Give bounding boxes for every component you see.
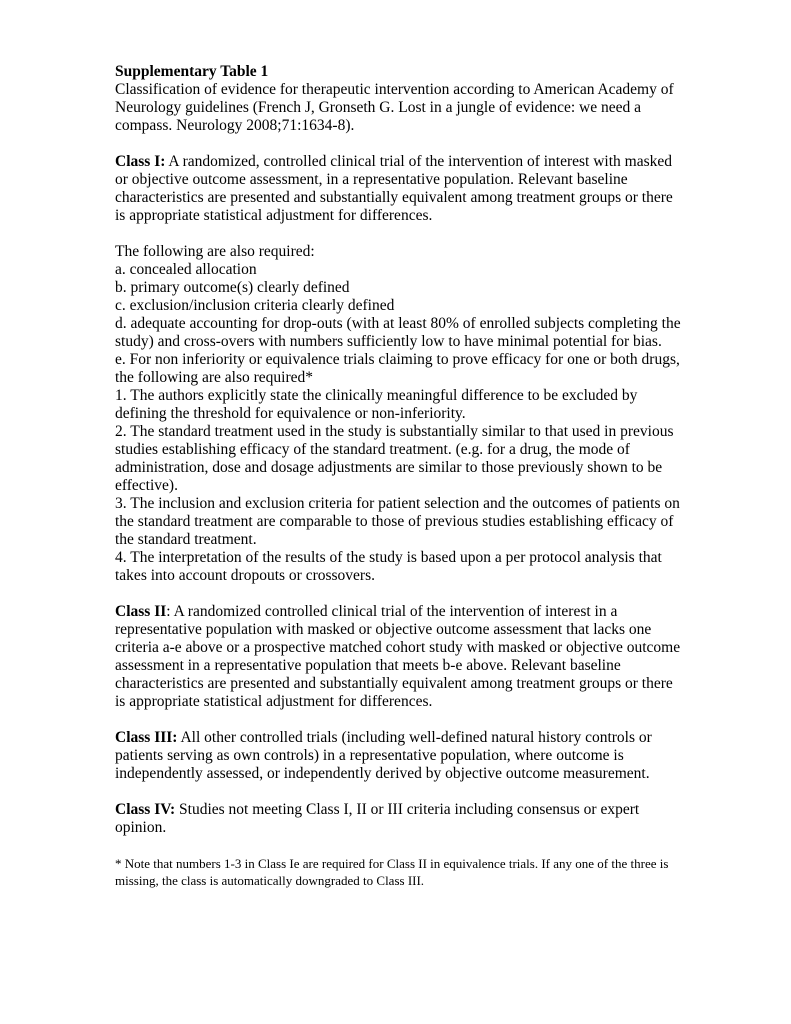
- document-content: [115, 63, 681, 907]
- class-iv-text: Studies not meeting Class I, II or III criteria including consensus or expert opinion.: [115, 801, 640, 836]
- class-iii-label: Class III:: [115, 729, 178, 746]
- class-iii-paragraph: [115, 729, 681, 783]
- doc-subtitle: Classification of evidence for therapeutic intervention according to American Academy of Neurology guidelines (French J, Gronseth G. Lost in a jungle of evidence: we need a compass. Neurology 2008;71:1634-8).: [115, 81, 674, 134]
- requirement-item-d: d. adequate accounting for drop-outs (with at least 80% of enrolled subjects completing the study) and cross-overs with numbers sufficiently low to have minimal potential for bias.: [115, 315, 681, 350]
- class-iv-paragraph: [115, 801, 681, 837]
- title-block: [115, 63, 681, 135]
- page-title: Supplementary Table 1: [115, 63, 269, 80]
- class-i-requirements: [115, 243, 681, 585]
- class-iii-text: All other controlled trials (including well-defined natural history controls or patients serving as own controls) in a representative population, where outcome is independently assessed, or independently derived by objective outcome measurement.: [115, 729, 652, 782]
- requirement-item-e: e. For non inferiority or equivalence trials claiming to prove efficacy for one or both drugs, the following are also required*: [115, 351, 680, 386]
- class-iv-label: Class IV:: [115, 801, 176, 818]
- class-i-label: Class I:: [115, 153, 166, 170]
- requirement-item-b: b. primary outcome(s) clearly defined: [115, 279, 350, 296]
- requirement-item-1: 1. The authors explicitly state the clinically meaningful difference to be excluded by defining the threshold for equivalence or non-inferiority.: [115, 387, 638, 422]
- class-i-text: A randomized, controlled clinical trial of the intervention of interest with masked or objective outcome assessment, in a representative population. Relevant baseline characteristics are presented and substantially equivalent among treatment groups or there is appropriate statistical adjustment for differences.: [115, 153, 673, 224]
- requirements-intro: The following are also required:: [115, 243, 315, 260]
- class-ii-label: Class II: [115, 603, 167, 620]
- class-i-paragraph: [115, 153, 681, 225]
- requirement-item-2: 2. The standard treatment used in the study is substantially similar to that used in previous studies establishing efficacy of the standard treatment. (e.g. for a drug, the mode of administration, dose and dosage adjustments are similar to those previously shown to be effective).: [115, 423, 674, 494]
- class-ii-paragraph: [115, 603, 681, 711]
- requirement-item-a: a. concealed allocation: [115, 261, 257, 278]
- requirement-item-c: c. exclusion/inclusion criteria clearly defined: [115, 297, 395, 314]
- requirement-item-3: 3. The inclusion and exclusion criteria for patient selection and the outcomes of patients on the standard treatment are comparable to those of previous studies establishing efficacy of the standard treatment.: [115, 495, 680, 548]
- class-ii-text: : A randomized controlled clinical trial of the intervention of interest in a representative population with masked or objective outcome assessment that lacks one criteria a-e above or a prospective matched cohort study with masked or objective outcome assessment in a representative population that meets b-e above. Relevant baseline characteristics are presented and substantially equivalent among treatment groups or there is appropriate statistical adjustment for differences.: [115, 603, 681, 710]
- footnote: * Note that numbers 1-3 in Class Ie are required for Class II in equivalence trials. If any one of the three is missing, the class is automatically downgraded to Class III.: [115, 856, 669, 888]
- requirement-item-4: 4. The interpretation of the results of the study is based upon a per protocol analysis that takes into account dropouts or crossovers.: [115, 549, 662, 584]
